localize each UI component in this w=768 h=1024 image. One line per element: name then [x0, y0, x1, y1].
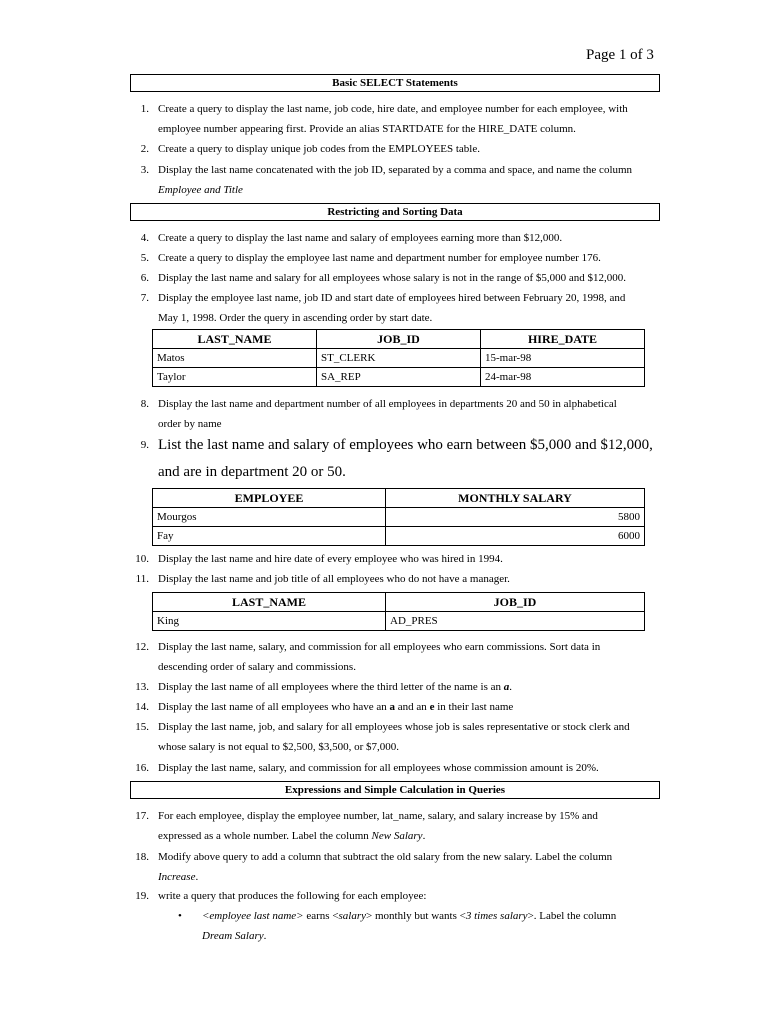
question-text-line1: write a query that produces the following for each employee:	[158, 890, 427, 902]
question-number: 16.	[135, 762, 149, 774]
bullet-item-dream-salary	[178, 906, 617, 942]
question-text: in their last name	[434, 701, 514, 713]
bullet-text: earns <	[303, 910, 339, 922]
question-number: 15.	[135, 721, 149, 733]
question-text-line2: May 1, 1998. Order the query in ascending order by start date.	[158, 312, 433, 324]
question-text-line1: Create a query to display the employee last name and department number for employee number 176.	[158, 252, 601, 264]
table-row	[153, 368, 645, 387]
column-name-new-salary: New Salary	[371, 830, 423, 842]
question-text-line1: Display the last name and job title of all employees who do not have a manager.	[158, 573, 510, 585]
bullet-text: > monthly but wants <	[366, 910, 466, 922]
column-header: EMPLOYEE	[153, 489, 386, 508]
column-header: JOB_ID	[317, 330, 481, 349]
question-text-line1: Display the last name concatenated with the job ID, separated by a comma and space, and name the column	[158, 164, 633, 176]
question-text-line2: and are in department 20 or 50.	[158, 464, 346, 480]
table-row	[153, 527, 645, 546]
table-cell: Mourgos	[153, 508, 386, 527]
question-number: 8.	[140, 398, 149, 410]
section-header-restricting-sorting: Restricting and Sorting Data	[130, 203, 660, 221]
table-header-row	[153, 330, 645, 349]
punctuation: .	[422, 830, 426, 842]
question-text-line1: Display the last name, job, and salary for all employees whose job is sales representative or stock clerk and	[158, 721, 630, 733]
table-header-row	[153, 593, 645, 612]
question-text-line1	[158, 677, 512, 697]
column-header: LAST_NAME	[153, 593, 386, 612]
placeholder-3-times-salary: 3 times salary	[465, 910, 528, 922]
bullet-text-line1	[202, 906, 616, 926]
question-text-line1: Display the last name, salary, and commission for all employees whose commission amount is 20%.	[158, 762, 599, 774]
question-text-line1: Display the last name and hire date of every employee who was hired in 1994.	[158, 553, 503, 565]
column-header: HIRE_DATE	[481, 330, 645, 349]
punctuation: .	[509, 681, 513, 693]
bullet-icon: •	[178, 910, 182, 922]
question-text-line2	[158, 826, 425, 846]
emphasis-letter: a	[503, 681, 510, 693]
question-number: 1.	[140, 103, 149, 115]
question-text-line1: Display the last name and salary for all employees whose salary is not in the range of $5,000 and $12,000.	[158, 272, 626, 284]
emphasis-letter: e	[429, 701, 435, 713]
question-text-line2	[158, 867, 198, 887]
question-text: Display the last name of all employees where the third letter of the name is an	[158, 681, 504, 693]
question-text-line1: Display the employee last name, job ID and start date of employees hired between February 20, 1998, and	[158, 292, 626, 304]
table-cell: Matos	[153, 349, 317, 368]
table-cell: Taylor	[153, 368, 317, 387]
question-text: and an	[395, 701, 430, 713]
question-number: 18.	[135, 851, 149, 863]
table-cell: Fay	[153, 527, 386, 546]
table-cell: 5800	[386, 508, 645, 527]
question-text: expressed as a whole number. Label the column	[158, 830, 372, 842]
question-text-line1: For each employee, display the employee number, lat_name, salary, and salary increase by 15% and	[158, 810, 598, 822]
column-name-employee-and-title: Employee and Title	[158, 184, 243, 196]
question-text-line1: Create a query to display the last name, job code, hire date, and employee number for each employee, with	[158, 103, 628, 115]
table-cell: King	[153, 612, 386, 631]
placeholder-salary: salary	[338, 910, 367, 922]
section-header-basic-select: Basic SELECT Statements	[130, 74, 660, 92]
results-table-hire-dates	[152, 329, 645, 387]
question-number: 2.	[140, 143, 149, 155]
table-row	[153, 612, 645, 631]
table-cell: ST_CLERK	[317, 349, 481, 368]
question-text-line1: Create a query to display the last name and salary of employees earning more than $12,000.	[158, 232, 563, 244]
column-name-dream-salary: Dream Salary	[202, 930, 264, 942]
question-number: 9.	[140, 439, 149, 451]
column-header: LAST_NAME	[153, 330, 317, 349]
table-cell: 15-mar-98	[481, 349, 645, 368]
question-text-line2: employee number appearing first. Provide an alias STARTDATE for the HIRE_DATE column.	[158, 123, 576, 135]
question-number: 10.	[135, 553, 149, 565]
table-row	[153, 508, 645, 527]
question-text-line2: order by name	[158, 418, 222, 430]
question-number: 6.	[140, 272, 149, 284]
question-text-line1: Display the last name, salary, and commission for all employees who earn commissions. Sort data in	[158, 641, 601, 653]
table-cell: AD_PRES	[386, 612, 645, 631]
question-number: 14.	[135, 701, 149, 713]
question-text-line1: Modify above query to add a column that subtract the old salary from the new salary. Label the column	[158, 851, 613, 863]
question-text-line1	[158, 697, 513, 717]
question-number: 13.	[135, 681, 149, 693]
table-cell: SA_REP	[317, 368, 481, 387]
question-number: 11.	[135, 573, 149, 585]
question-number: 4.	[140, 232, 149, 244]
table-cell: 24-mar-98	[481, 368, 645, 387]
question-number: 3.	[140, 164, 149, 176]
question-number: 5.	[140, 252, 149, 264]
question-text-line2: descending order of salary and commissions.	[158, 661, 356, 673]
column-name-increase: Increase	[158, 871, 196, 883]
column-header: JOB_ID	[386, 593, 645, 612]
results-table-no-manager	[152, 592, 645, 631]
placeholder-last-name: <employee last name>	[202, 910, 304, 922]
table-cell: 6000	[386, 527, 645, 546]
question-text-line1: Create a query to display unique job codes from the EMPLOYEES table.	[158, 143, 480, 155]
bullet-text-line2	[202, 926, 266, 946]
question-text: Display the last name of all employees who have an	[158, 701, 390, 713]
question-number: 7.	[140, 292, 149, 304]
results-table-monthly-salary	[152, 488, 645, 546]
question-number: 19.	[135, 890, 149, 902]
question-text-line2: whose salary is not equal to $2,500, $3,500, or $7,000.	[158, 741, 400, 753]
question-number: 12.	[135, 641, 149, 653]
page-number: Page 1 of 3	[586, 47, 654, 63]
punctuation: .	[263, 930, 267, 942]
bullet-text: >. Label the column	[527, 910, 617, 922]
table-header-row	[153, 489, 645, 508]
punctuation: .	[195, 871, 199, 883]
section-header-expressions: Expressions and Simple Calculation in Queries	[130, 781, 660, 799]
question-text-line1: List the last name and salary of employees who earn between $5,000 and $12,000,	[158, 437, 653, 453]
emphasis-letter: a	[389, 701, 396, 713]
question-number: 17.	[135, 810, 149, 822]
column-header: MONTHLY SALARY	[386, 489, 645, 508]
question-text-line1: Display the last name and department number of all employees in departments 20 and 50 in alphabetical	[158, 398, 617, 410]
table-row	[153, 349, 645, 368]
